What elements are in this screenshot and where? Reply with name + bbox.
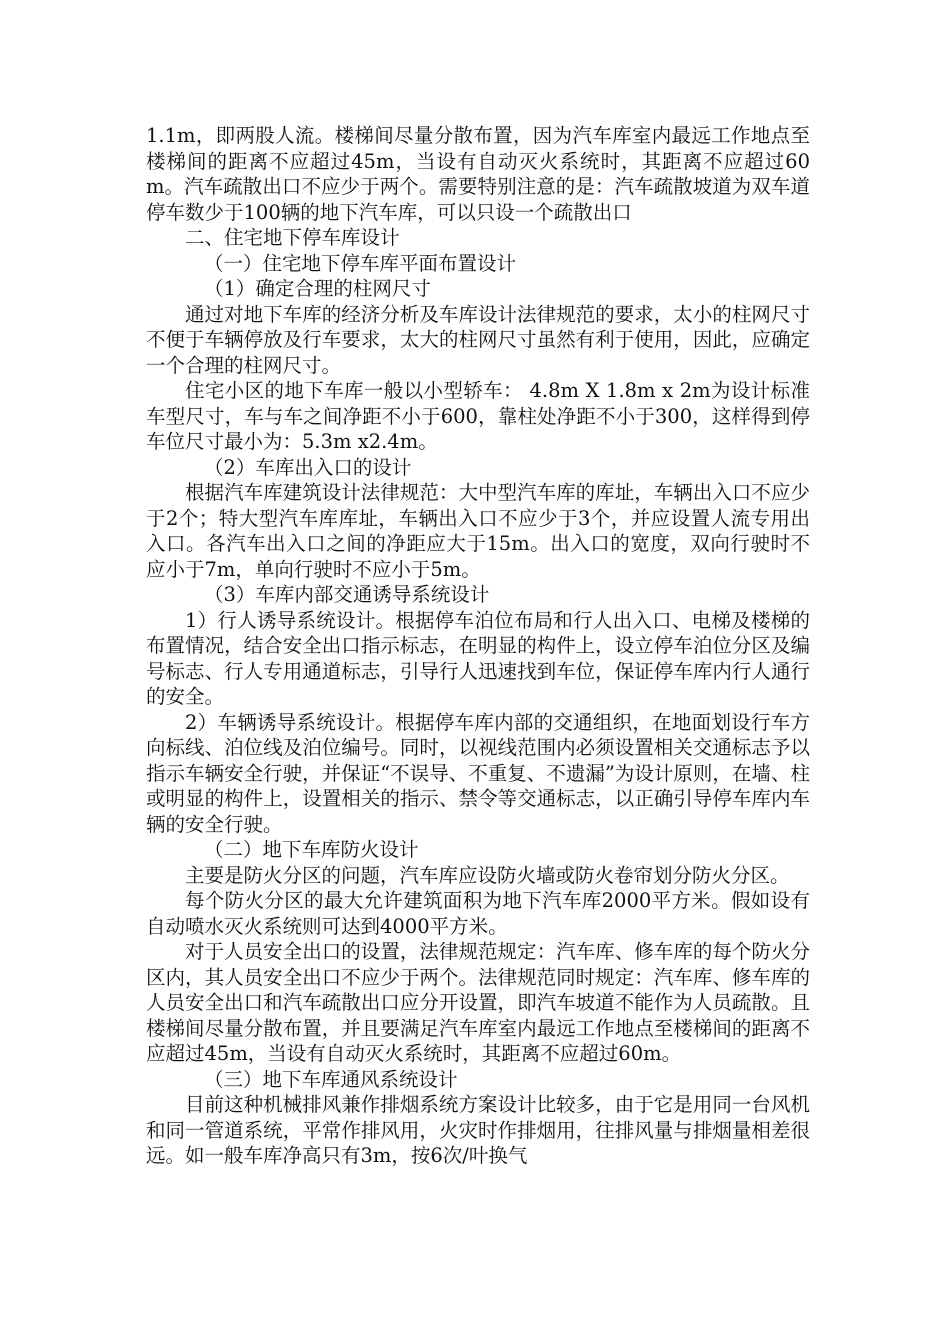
subsection-heading: （3）车库内部交通诱导系统设计 [204, 583, 490, 606]
subsection-heading: （2）车库出入口的设计 [204, 455, 412, 479]
body-paragraph: 每个防火分区的最大允许建筑面积为地下汽车库2000平方米。假如设有自动喷水灭火系统则可达到4000平方米。 [146, 889, 810, 938]
body-paragraph: 住宅小区的地下车库一般以小型轿车： 4.8m X 1.8m x 2m为设计标准车型尺寸，车与车之间净距不小于600，靠柱处净距不小于300，这样得到停车位尺寸最小为：5.3m x2.4m。 [146, 379, 810, 453]
subsection-heading: （1）确定合理的柱网尺寸 [204, 277, 431, 300]
body-paragraph: 2）车辆诱导系统设计。根据停车库内部的交通组织，在地面划设行车方向标线、泊位线及泊位编号。同时，以视线范围内必须设置相关交通标志予以指示车辆安全行驶，并保证“不误导、不重复、不遗漏”为设计原则，在墙、柱或明显的构件上，设置相关的指示、禁令等交通标志，以正确引导停车库内车辆的安全行驶。 [146, 710, 810, 836]
body-paragraph: 1.1m，即两股人流。楼梯间尽量分散布置，因为汽车库室内最远工作地点至楼梯间的距离不应超过45m，当设有自动灭火系统时，其距离不应超过60m。汽车疏散出口不应少于两个。需要特别注意的是：汽车疏散坡道为双车道停车数少于100辆的地下汽车库，可以只设一个疏散出口 [146, 124, 810, 224]
body-paragraph: 对于人员安全出口的设置，法律规范规定：汽车库、修车库的每个防火分区内，其人员安全出口不应少于两个。法律规范同时规定：汽车库、修车库的人员安全出口和汽车疏散出口应分开设置，即汽车坡道不能作为人员疏散。且楼梯间尽量分散布置，并且要满足汽车库室内最远工作地点至楼梯间的距离不应超过45m，当设有自动灭火系统时，其距离不应超过60m。 [146, 940, 810, 1065]
subsection-heading: （一）住宅地下停车库平面布置设计 [204, 251, 517, 275]
document-body [146, 123, 810, 1169]
body-paragraph: 目前这种机械排风兼作排烟系统方案设计比较多，由于它是用同一台风机和同一管道系统，平常作排风用，火灾时作排烟用，往排风量与排烟量相差很远。如一般车库净高只有3m，按6次/叶换气 [146, 1093, 810, 1167]
subsection-heading: （三）地下车库通风系统设计 [204, 1067, 458, 1091]
body-paragraph: 主要是防火分区的问题，汽车库应设防火墙或防火卷帘划分防火分区。 [185, 863, 790, 887]
body-paragraph: 通过对地下车库的经济分析及车库设计法律规范的要求，太小的柱网尺寸不便于车辆停放及行车要求，太大的柱网尺寸虽然有利于使用，因此，应确定一个合理的柱网尺寸。 [146, 302, 810, 377]
section-heading: 二、住宅地下停车库设计 [185, 226, 400, 249]
subsection-heading: （二）地下车库防火设计 [204, 838, 419, 861]
body-paragraph: 1）行人诱导系统设计。根据停车泊位布局和行人出入口、电梯及楼梯的布置情况，结合安全出口指示标志，在明显的构件上，设立停车泊位分区及编号标志、行人专用通道标志，引导行人迅速找到车位，保证停车库内行人通行的安全。 [146, 608, 810, 708]
body-paragraph: 根据汽车库建筑设计法律规范：大中型汽车库的库址，车辆出入口不应少于2个；特大型汽车库库址，车辆出入口不应少于3个，并应设置人流专用出入口。各汽车出入口之间的净距应大于15m。出入口的宽度，双向行驶时不应小于7m，单向行驶时不应小于5m。 [146, 481, 810, 581]
